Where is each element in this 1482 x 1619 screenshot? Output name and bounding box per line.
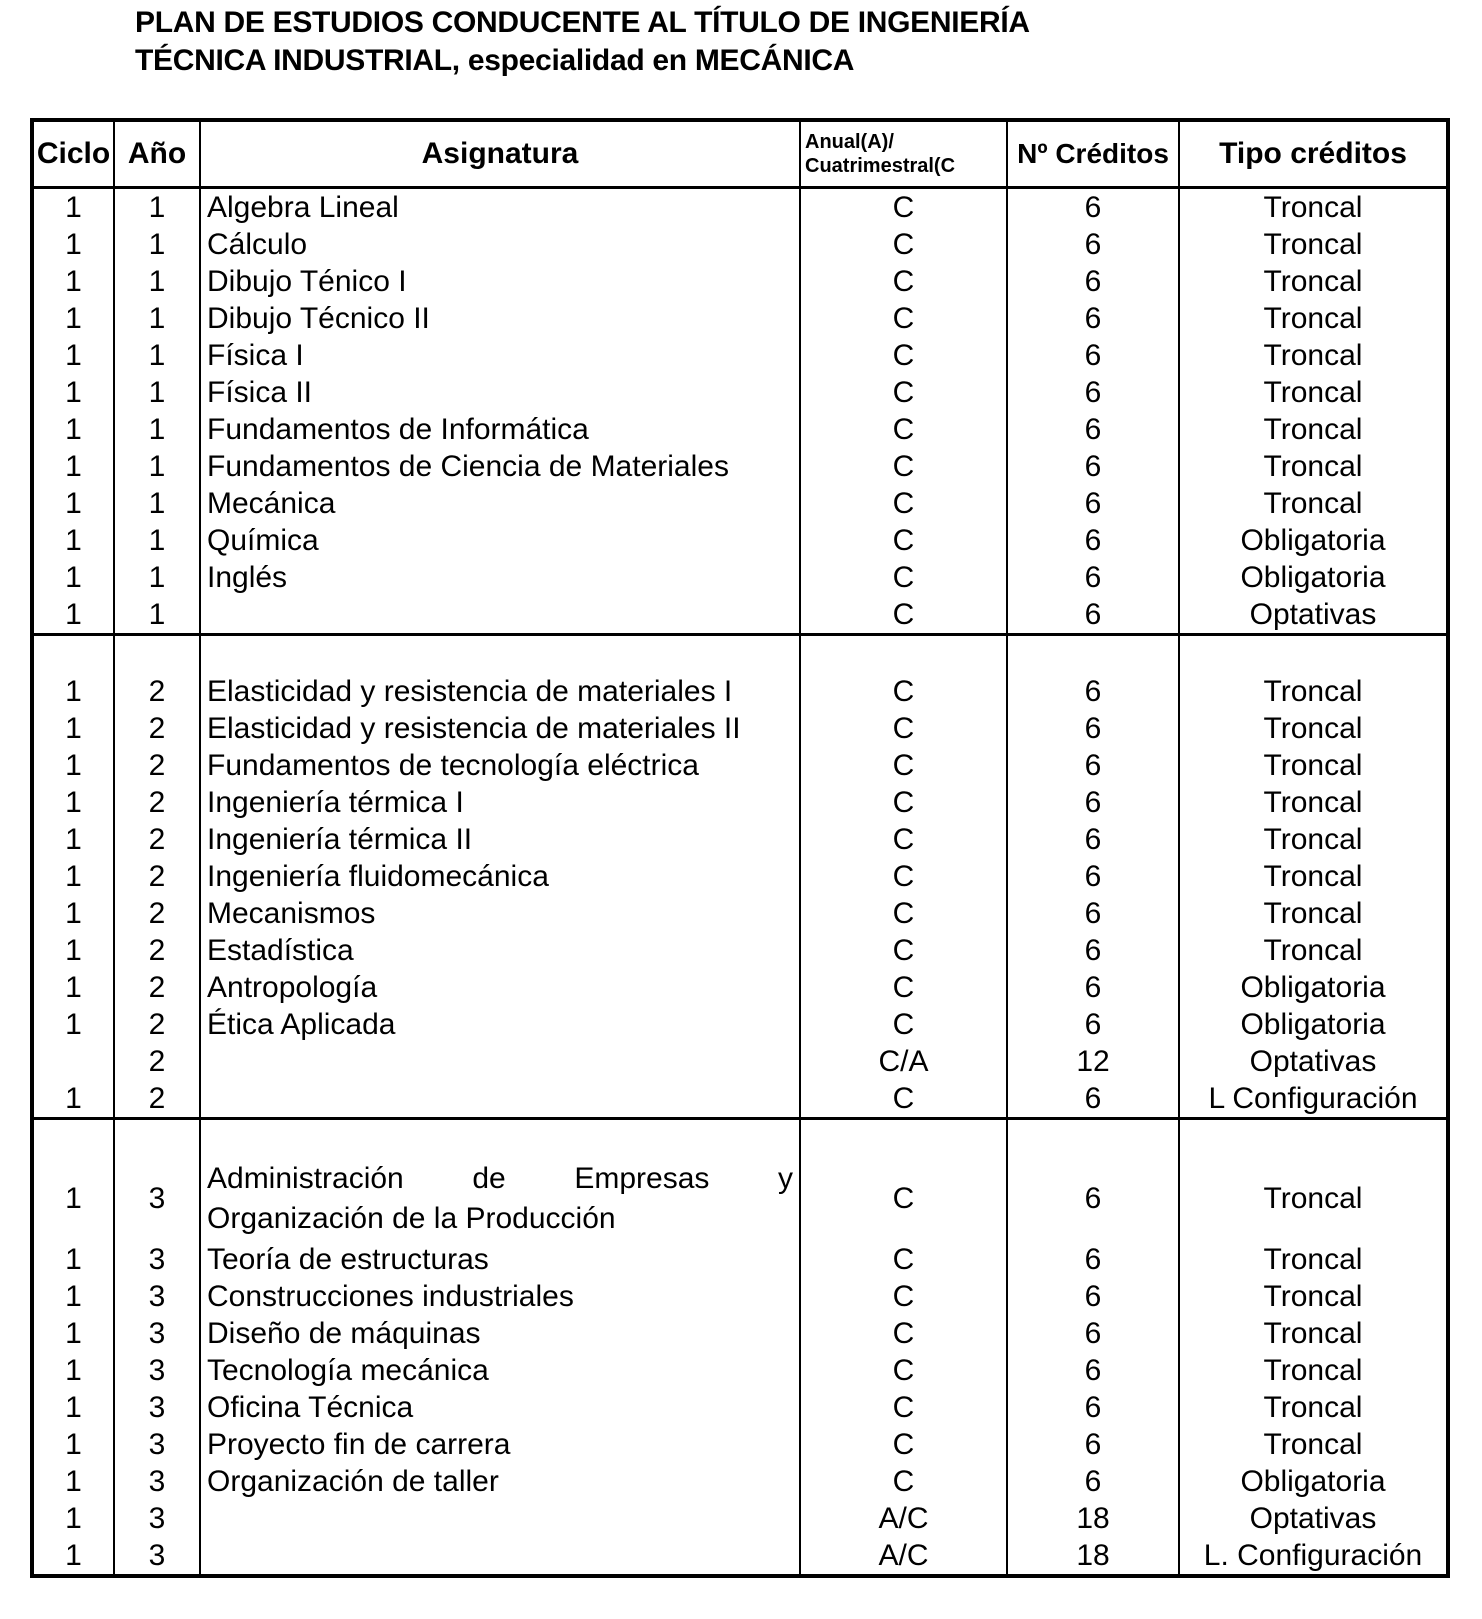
cell-periodo: C/A [800,1043,1007,1080]
cell-ciclo: 1 [32,485,114,522]
table-row [32,411,1448,448]
cell-ciclo: 1 [32,1500,114,1537]
cell-ano: 3 [114,1157,200,1241]
cell-tipo: Troncal [1179,1278,1448,1315]
cell-tipo: Troncal [1179,188,1448,227]
cell-ciclo: 1 [32,1537,114,1576]
cell-tipo: Troncal [1179,374,1448,411]
cell-tipo: Obligatoria [1179,522,1448,559]
cell-periodo: A/C [800,1500,1007,1537]
cell-tipo: L. Configuración [1179,1537,1448,1576]
table-row [32,1463,1448,1500]
cell-creditos: 6 [1007,673,1179,710]
cell-periodo: C [800,300,1007,337]
cell-creditos: 6 [1007,1006,1179,1043]
table-row [32,932,1448,969]
cell-ano: 2 [114,821,200,858]
header-anual-line1: Anual(A)/ [805,131,894,153]
cell-ano: 2 [114,1043,200,1080]
cell-tipo: Obligatoria [1179,1463,1448,1500]
cell-asignatura [200,1080,800,1119]
cell-ciclo: 1 [32,300,114,337]
cell-periodo: C [800,374,1007,411]
cell-creditos: 6 [1007,263,1179,300]
cell-ano: 3 [114,1315,200,1352]
cell-asignatura: Fundamentos de tecnología eléctrica [200,747,800,784]
table-row [32,710,1448,747]
cell-asignatura: Dibujo Técnico II [200,300,800,337]
cell-creditos: 6 [1007,1352,1179,1389]
cell-creditos: 18 [1007,1500,1179,1537]
header-ano: Año [114,120,200,188]
cell-asignatura: Ingeniería térmica I [200,784,800,821]
title-line-2: TÉCNICA INDUSTRIAL, especialidad en MECÁNICA [135,44,855,77]
cell-asignatura [200,596,800,635]
table-body [32,188,1448,1577]
cell-ano: 2 [114,784,200,821]
cell-periodo: C [800,337,1007,374]
cell-periodo: C [800,1080,1007,1119]
cell-creditos: 6 [1007,226,1179,263]
table-row [32,188,1448,227]
table-header-row [32,120,1448,188]
cell-creditos: 6 [1007,858,1179,895]
cell-periodo: C [800,188,1007,227]
cell-ciclo: 1 [32,522,114,559]
section-spacer-row [32,635,1448,674]
table-row [32,858,1448,895]
cell-creditos: 6 [1007,1278,1179,1315]
cell-creditos: 6 [1007,448,1179,485]
cell-asignatura: Química [200,522,800,559]
cell-periodo: C [800,1241,1007,1278]
table-row [32,1352,1448,1389]
cell-ano: 3 [114,1463,200,1500]
cell-asignatura: Tecnología mecánica [200,1352,800,1389]
cell-asignatura: Física II [200,374,800,411]
cell-ano: 2 [114,1006,200,1043]
table-row [32,374,1448,411]
table-row [32,1080,1448,1119]
cell-asignatura: Proyecto fin de carrera [200,1426,800,1463]
cell-periodo: C [800,226,1007,263]
cell-ciclo: 1 [32,188,114,227]
table-row [32,1278,1448,1315]
cell-ano: 1 [114,522,200,559]
table-row [32,596,1448,635]
cell-ciclo: 1 [32,858,114,895]
cell-periodo: C [800,1389,1007,1426]
header-creditos: Nº Créditos [1007,120,1179,188]
table-row [32,1241,1448,1278]
cell-asignatura: Ingeniería fluidomecánica [200,858,800,895]
table-row [32,784,1448,821]
table-row [32,1537,1448,1576]
cell-ano: 2 [114,932,200,969]
cell-ano: 1 [114,596,200,635]
cell-tipo: Troncal [1179,747,1448,784]
cell-ciclo: 1 [32,337,114,374]
cell-creditos: 6 [1007,969,1179,1006]
table-row [32,485,1448,522]
cell-asignatura: Dibujo Ténico I [200,263,800,300]
cell-ano: 3 [114,1500,200,1537]
cell-periodo: C [800,1006,1007,1043]
cell-tipo: Troncal [1179,263,1448,300]
cell-tipo: Troncal [1179,1241,1448,1278]
cell-periodo: A/C [800,1537,1007,1576]
table-row [32,263,1448,300]
cell-asignatura: Administración de Empresas y Organización de la Producción [200,1157,800,1241]
cell-periodo: C [800,784,1007,821]
cell-ano: 1 [114,337,200,374]
cell-periodo: C [800,932,1007,969]
cell-creditos: 6 [1007,374,1179,411]
cell-ciclo: 1 [32,1426,114,1463]
cell-ciclo: 1 [32,1352,114,1389]
header-anual-line2: Cuatrimestral(C [805,155,956,177]
cell-ciclo: 1 [32,559,114,596]
cell-tipo: Optativas [1179,1043,1448,1080]
cell-asignatura: Elasticidad y resistencia de materiales II [200,710,800,747]
cell-periodo: C [800,263,1007,300]
cell-periodo: C [800,1315,1007,1352]
cell-asignatura [200,1043,800,1080]
cell-ano: 2 [114,858,200,895]
cell-asignatura: Elasticidad y resistencia de materiales I [200,673,800,710]
cell-asignatura: Teoría de estructuras [200,1241,800,1278]
cell-asignatura: Algebra Lineal [200,188,800,227]
cell-periodo: C [800,522,1007,559]
spacer-cell [1179,1119,1448,1158]
cell-ano: 1 [114,226,200,263]
cell-periodo: C [800,969,1007,1006]
table-row [32,1500,1448,1537]
table-row [32,969,1448,1006]
spacer-cell [32,635,114,674]
cell-ciclo: 1 [32,1157,114,1241]
table-row [32,226,1448,263]
cell-periodo: C [800,895,1007,932]
title-line-1: PLAN DE ESTUDIOS CONDUCENTE AL TÍTULO DE INGENIERÍA [135,6,1030,39]
header-ciclo: Ciclo [32,120,114,188]
cell-ciclo: 1 [32,673,114,710]
cell-periodo: C [800,1278,1007,1315]
cell-tipo: Obligatoria [1179,559,1448,596]
cell-periodo: C [800,710,1007,747]
table-row [32,448,1448,485]
cell-periodo: C [800,1352,1007,1389]
cell-creditos: 18 [1007,1537,1179,1576]
cell-ano: 1 [114,559,200,596]
cell-ciclo: 1 [32,411,114,448]
cell-ciclo: 1 [32,821,114,858]
spacer-cell [32,1119,114,1158]
cell-asignatura: Oficina Técnica [200,1389,800,1426]
cell-ciclo: 1 [32,932,114,969]
table-row [32,747,1448,784]
cell-creditos: 6 [1007,337,1179,374]
cell-ano: 2 [114,673,200,710]
header-tipo: Tipo créditos [1179,120,1448,188]
cell-ciclo: 1 [32,747,114,784]
section-spacer-row [32,1119,1448,1158]
cell-ano: 1 [114,448,200,485]
cell-ano: 2 [114,895,200,932]
cell-creditos: 6 [1007,1426,1179,1463]
cell-tipo: Troncal [1179,895,1448,932]
cell-creditos: 6 [1007,710,1179,747]
cell-ciclo: 1 [32,1080,114,1119]
cell-tipo: Troncal [1179,226,1448,263]
cell-tipo: Optativas [1179,1500,1448,1537]
cell-ano: 3 [114,1389,200,1426]
cell-periodo: C [800,1426,1007,1463]
cell-periodo: C [800,559,1007,596]
cell-tipo: Troncal [1179,1315,1448,1352]
table-row [32,1043,1448,1080]
cell-asignatura: Ética Aplicada [200,1006,800,1043]
cell-creditos: 6 [1007,821,1179,858]
cell-ano: 1 [114,411,200,448]
cell-asignatura: Fundamentos de Ciencia de Materiales [200,448,800,485]
cell-ciclo: 1 [32,1463,114,1500]
table-row [32,559,1448,596]
table-row [32,673,1448,710]
cell-ano: 3 [114,1537,200,1576]
cell-tipo: Troncal [1179,1426,1448,1463]
cell-ciclo: 1 [32,596,114,635]
cell-ciclo: 1 [32,1241,114,1278]
cell-ano: 2 [114,969,200,1006]
cell-tipo: Troncal [1179,1389,1448,1426]
cell-ciclo [32,1043,114,1080]
cell-ano: 2 [114,747,200,784]
cell-creditos: 6 [1007,1389,1179,1426]
cell-ciclo: 1 [32,263,114,300]
cell-asignatura [200,1537,800,1576]
spacer-cell [200,1119,800,1158]
cell-ano: 1 [114,485,200,522]
cell-ano: 1 [114,300,200,337]
cell-creditos: 6 [1007,747,1179,784]
cell-creditos: 6 [1007,411,1179,448]
cell-creditos: 6 [1007,559,1179,596]
cell-ano: 2 [114,710,200,747]
document-title [135,4,1030,80]
cell-tipo: Troncal [1179,411,1448,448]
header-asignatura: Asignatura [200,120,800,188]
cell-tipo: Troncal [1179,673,1448,710]
cell-creditos: 6 [1007,784,1179,821]
table-row [32,1389,1448,1426]
cell-periodo: C [800,858,1007,895]
cell-asignatura: Estadística [200,932,800,969]
cell-tipo: Troncal [1179,932,1448,969]
table-row [32,1315,1448,1352]
table-row [32,337,1448,374]
cell-ciclo: 1 [32,374,114,411]
cell-asignatura: Construcciones industriales [200,1278,800,1315]
header-anual-cuatrimestral [800,120,1007,188]
cell-creditos: 12 [1007,1043,1179,1080]
cell-tipo: L Configuración [1179,1080,1448,1119]
cell-tipo: Troncal [1179,821,1448,858]
cell-tipo: Troncal [1179,858,1448,895]
cell-asignatura: Diseño de máquinas [200,1315,800,1352]
cell-tipo: Obligatoria [1179,969,1448,1006]
spacer-cell [800,1119,1007,1158]
cell-ano: 2 [114,1080,200,1119]
table-row [32,1157,1448,1241]
spacer-cell [1007,1119,1179,1158]
cell-ciclo: 1 [32,895,114,932]
cell-ano: 3 [114,1352,200,1389]
cell-creditos: 6 [1007,300,1179,337]
cell-ciclo: 1 [32,226,114,263]
cell-tipo: Troncal [1179,784,1448,821]
cell-asignatura [200,1500,800,1537]
table-row [32,300,1448,337]
cell-periodo: C [800,747,1007,784]
cell-creditos: 6 [1007,1315,1179,1352]
cell-ciclo: 1 [32,1278,114,1315]
cell-ciclo: 1 [32,969,114,1006]
cell-ano: 3 [114,1278,200,1315]
cell-asignatura: Mecanismos [200,895,800,932]
cell-periodo: C [800,1463,1007,1500]
cell-asignatura: Organización de taller [200,1463,800,1500]
study-plan-table [30,118,1450,1578]
cell-creditos: 6 [1007,522,1179,559]
cell-periodo: C [800,821,1007,858]
cell-tipo: Troncal [1179,710,1448,747]
cell-periodo: C [800,448,1007,485]
cell-ciclo: 1 [32,1315,114,1352]
table-row [32,895,1448,932]
cell-tipo: Troncal [1179,1352,1448,1389]
cell-creditos: 6 [1007,485,1179,522]
spacer-cell [1179,635,1448,674]
cell-creditos: 6 [1007,932,1179,969]
cell-asignatura: Fundamentos de Informática [200,411,800,448]
table-row [32,1006,1448,1043]
cell-asignatura: Mecánica [200,485,800,522]
cell-creditos: 6 [1007,895,1179,932]
table-row [32,1426,1448,1463]
cell-asignatura: Ingeniería térmica II [200,821,800,858]
cell-tipo: Troncal [1179,448,1448,485]
cell-ciclo: 1 [32,448,114,485]
spacer-cell [114,1119,200,1158]
spacer-cell [114,635,200,674]
cell-creditos: 6 [1007,596,1179,635]
cell-ciclo: 1 [32,710,114,747]
cell-periodo: C [800,673,1007,710]
cell-tipo: Optativas [1179,596,1448,635]
cell-periodo: C [800,485,1007,522]
cell-creditos: 6 [1007,1080,1179,1119]
spacer-cell [800,635,1007,674]
cell-periodo: C [800,1157,1007,1241]
cell-ano: 3 [114,1241,200,1278]
cell-periodo: C [800,596,1007,635]
cell-ano: 1 [114,188,200,227]
cell-creditos: 6 [1007,1241,1179,1278]
cell-periodo: C [800,411,1007,448]
cell-creditos: 6 [1007,1157,1179,1241]
cell-tipo: Troncal [1179,485,1448,522]
cell-creditos: 6 [1007,188,1179,227]
cell-tipo: Troncal [1179,1157,1448,1241]
cell-ciclo: 1 [32,1389,114,1426]
spacer-cell [1007,635,1179,674]
cell-ciclo: 1 [32,784,114,821]
cell-asignatura: Antropología [200,969,800,1006]
cell-tipo: Troncal [1179,300,1448,337]
cell-tipo: Obligatoria [1179,1006,1448,1043]
cell-creditos: 6 [1007,1463,1179,1500]
cell-ano: 1 [114,374,200,411]
cell-asignatura: Inglés [200,559,800,596]
spacer-cell [200,635,800,674]
table-row [32,522,1448,559]
cell-tipo: Troncal [1179,337,1448,374]
table-row [32,821,1448,858]
cell-ciclo: 1 [32,1006,114,1043]
cell-ano: 3 [114,1426,200,1463]
cell-ano: 1 [114,263,200,300]
cell-asignatura: Física I [200,337,800,374]
cell-asignatura: Cálculo [200,226,800,263]
